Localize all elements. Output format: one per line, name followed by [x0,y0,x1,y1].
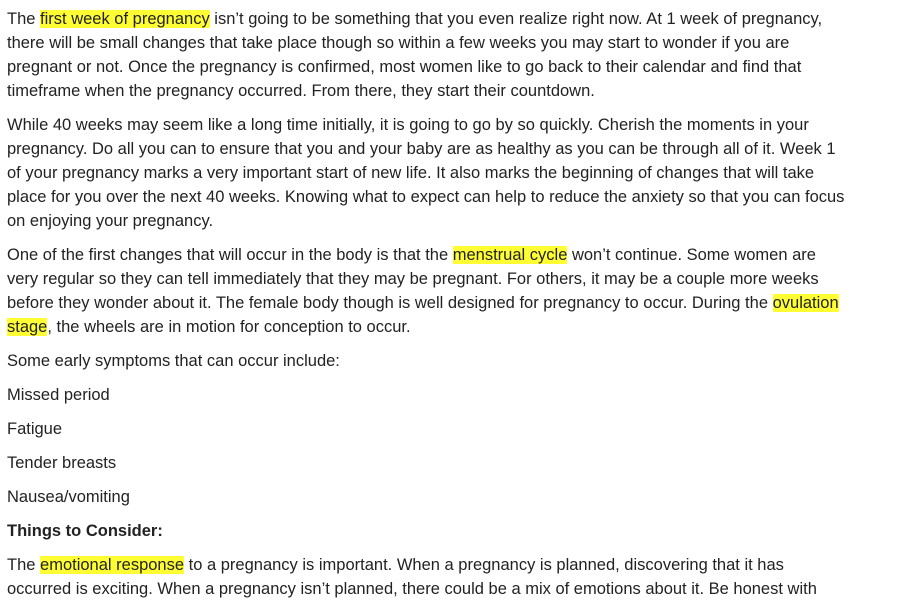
symptom-item-missed-period: Missed period [7,386,110,404]
text-run: to a pregnancy is important. When a pregnancy is planned, discovering that it has [184,556,784,574]
text-line [7,7,907,31]
paragraph-intro [7,7,907,103]
paragraph-emotional-response [7,553,907,601]
text-line: very regular so they can tell immediately that they may be pregnant. For others, it may be a couple more weeks [7,270,819,288]
text-line: of your pregnancy marks a very important start of new life. It also marks the beginning of changes that will take [7,164,815,182]
text-run: before they wonder about it. The female body though is well designed for pregnancy to occur. During the [7,294,773,312]
text-run: isn’t going to be something that you even realize right now. At 1 week of pregnancy, [209,10,823,28]
text-run: One of the first changes that will occur in the body is that the [7,246,453,264]
text-run: won’t continue. Some women are [567,246,816,264]
link-first-week-of-pregnancy[interactable]: first week of pregnancy [40,10,210,28]
text-line: on enjoying your pregnancy. [7,212,214,230]
text-run: The [7,10,41,28]
link-ovulation-stage-part1[interactable]: ovulation [772,294,839,312]
link-ovulation-stage-part2[interactable]: stage [7,318,48,336]
symptom-item-nausea-vomiting: Nausea/vomiting [7,488,130,506]
text-line: timeframe when the pregnancy occurred. From there, they start their countdown. [7,82,595,100]
text-line: place for you over the next 40 weeks. Knowing what to expect can help to reduce the anxiety so that you can focus [7,188,845,206]
text-line [7,315,907,339]
section-heading-things-to-consider: Things to Consider: [7,522,163,540]
text-line: While 40 weeks may seem like a long time initially, it is going to go by so quickly. Cherish the moments in your [7,116,809,134]
symptoms-intro: Some early symptoms that can occur include: [7,352,340,370]
text-line: there will be small changes that take place though so within a few weeks you may start to wonder if you are [7,34,790,52]
link-emotional-response[interactable]: emotional response [40,556,185,574]
text-line: pregnant or not. Once the pregnancy is confirmed, most women like to go back to their calendar and find that [7,58,802,76]
paragraph-first-changes [7,243,907,339]
text-line [7,243,907,267]
text-line [7,291,907,315]
text-line [7,553,907,577]
text-run: The [7,556,41,574]
symptom-item-tender-breasts: Tender breasts [7,454,117,472]
symptom-item-fatigue: Fatigue [7,420,63,438]
text-run: , the wheels are in motion for conception to occur. [47,318,411,336]
text-line: occurred is exciting. When a pregnancy isn’t planned, there could be a mix of emotions about it. Be honest with [7,580,817,598]
paragraph-forty-weeks [7,113,907,233]
link-menstrual-cycle[interactable]: menstrual cycle [452,246,568,264]
text-line: pregnancy. Do all you can to ensure that you and your baby are as healthy as you can be through all of it. Week 1 [7,140,836,158]
article-body [7,7,907,611]
